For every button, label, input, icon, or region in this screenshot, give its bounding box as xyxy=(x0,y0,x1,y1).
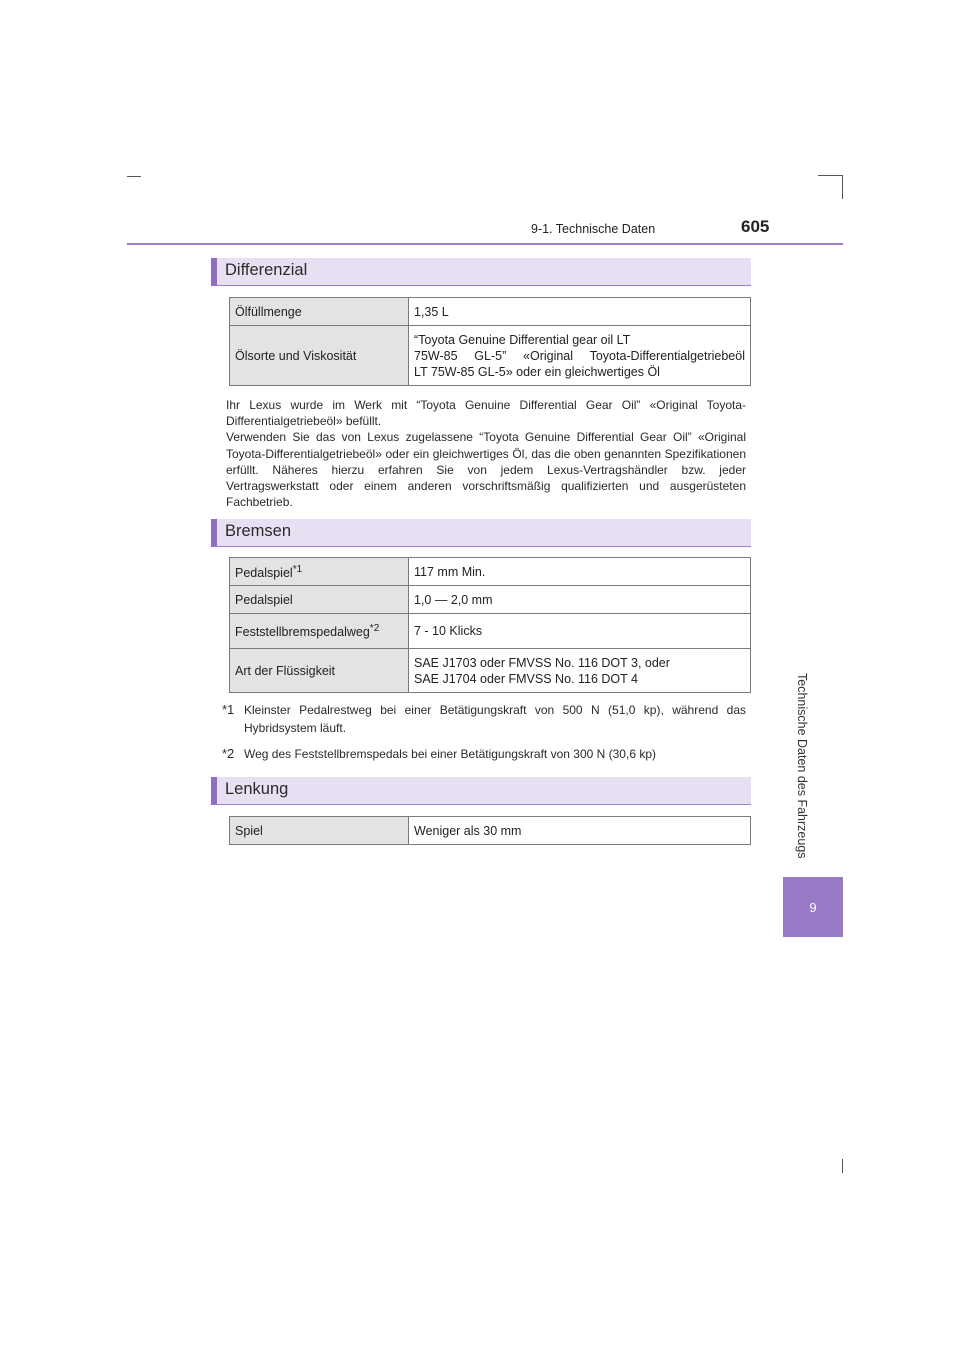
note-paragraph: Verwenden Sie das von Lexus zugelassene “Toyota Genuine Differential Gear Oil” «Original Toyota-Differentialgetriebeöl» oder ein gleichwertiges Öl, das die oben genannten Spezifikationen erfüllt. Näheres hierzu erfahren Sie von jedem Lexus-Vertragshändler bzw. jeder Vertragswerkstatt oder einem anderen vorschriftsmäßig qualifizierten und ausgerüsteten Fachbetrieb. xyxy=(226,430,746,510)
section-title: Differenzial xyxy=(225,261,308,279)
table-row xyxy=(230,326,751,386)
table-row xyxy=(230,558,751,586)
section-heading-differenzial xyxy=(211,258,751,286)
spec-label: Pedalspiel xyxy=(230,586,409,614)
page-number: 605 xyxy=(741,217,770,236)
spec-label: Ölsorte und Viskosität xyxy=(230,326,409,386)
spec-value xyxy=(409,649,751,693)
spec-label: Ölfüllmenge xyxy=(230,298,409,326)
table-row xyxy=(230,614,751,649)
spec-label: Pedalspiel$^{*1}$ xyxy=(230,558,409,586)
table-row xyxy=(230,649,751,693)
spec-label: Art der Flüssigkeit xyxy=(230,649,409,693)
spec-value xyxy=(409,326,751,386)
spec-value: Weniger als 30 mm xyxy=(409,817,751,845)
footnote-text: Kleinster Pedalrestweg bei einer Betätigungskraft von 500 N (51,0 kp), während das Hybridsystem läuft. xyxy=(244,703,746,735)
differenzial-spec-table xyxy=(229,297,751,386)
spec-label: Spiel xyxy=(230,817,409,845)
section-heading-bremsen xyxy=(211,519,751,547)
table-row xyxy=(230,586,751,614)
lenkung-spec-table xyxy=(229,816,751,845)
spec-value-line: 75W-85 GL-5” «Original Toyota-Differentialgetriebeöl xyxy=(414,348,745,363)
table-row xyxy=(230,298,751,326)
running-header-section: 9-1. Technische Daten xyxy=(531,222,656,236)
footnote-2 xyxy=(222,745,746,763)
spec-value-line: LT 75W-85 GL-5» oder ein gleichwertiges Öl xyxy=(414,364,660,379)
spec-label: Feststellbremspedalweg$^{*2}$ xyxy=(230,614,409,649)
table-row xyxy=(230,817,751,845)
differenzial-note xyxy=(226,397,746,510)
spec-value: 1,35 L xyxy=(409,298,751,326)
spec-value-line: SAE J1703 oder FMVSS No. 116 DOT 3, oder xyxy=(414,655,670,670)
crop-mark-top-right-h xyxy=(818,175,843,176)
bremsen-spec-table xyxy=(229,557,751,693)
spec-value: 1,0 — 2,0 mm xyxy=(409,586,751,614)
header-rule xyxy=(127,243,843,245)
footnote-text: Weg des Feststellbremspedals bei einer Betätigungskraft von 300 N (30,6 kp) xyxy=(244,747,656,761)
section-heading-lenkung xyxy=(211,777,751,805)
spec-value: 7 - 10 Klicks xyxy=(409,614,751,649)
crop-mark-top-right-v xyxy=(842,175,843,199)
footnote-1 xyxy=(222,701,746,737)
footnote-marker: *1 xyxy=(292,563,303,575)
spec-value-line: SAE J1704 oder FMVSS No. 116 DOT 4 xyxy=(414,671,638,686)
note-paragraph: Ihr Lexus wurde im Werk mit “Toyota Genuine Differential Gear Oil” «Original Toyota-Differentialgetriebeöl» befüllt. xyxy=(226,398,746,429)
footnote-marker: *2 xyxy=(222,746,235,761)
crop-mark-bottom-right xyxy=(842,1159,843,1173)
crop-mark-top-left xyxy=(127,176,141,177)
spec-value: 117 mm Min. xyxy=(409,558,751,586)
section-title: Bremsen xyxy=(225,522,292,540)
footnote-marker: *1 xyxy=(222,702,235,717)
chapter-number-tab: 9 xyxy=(783,877,843,937)
spec-value-line: “Toyota Genuine Differential gear oil LT xyxy=(414,332,631,347)
section-title: Lenkung xyxy=(225,780,289,798)
footnote-marker: *2 xyxy=(369,623,380,635)
